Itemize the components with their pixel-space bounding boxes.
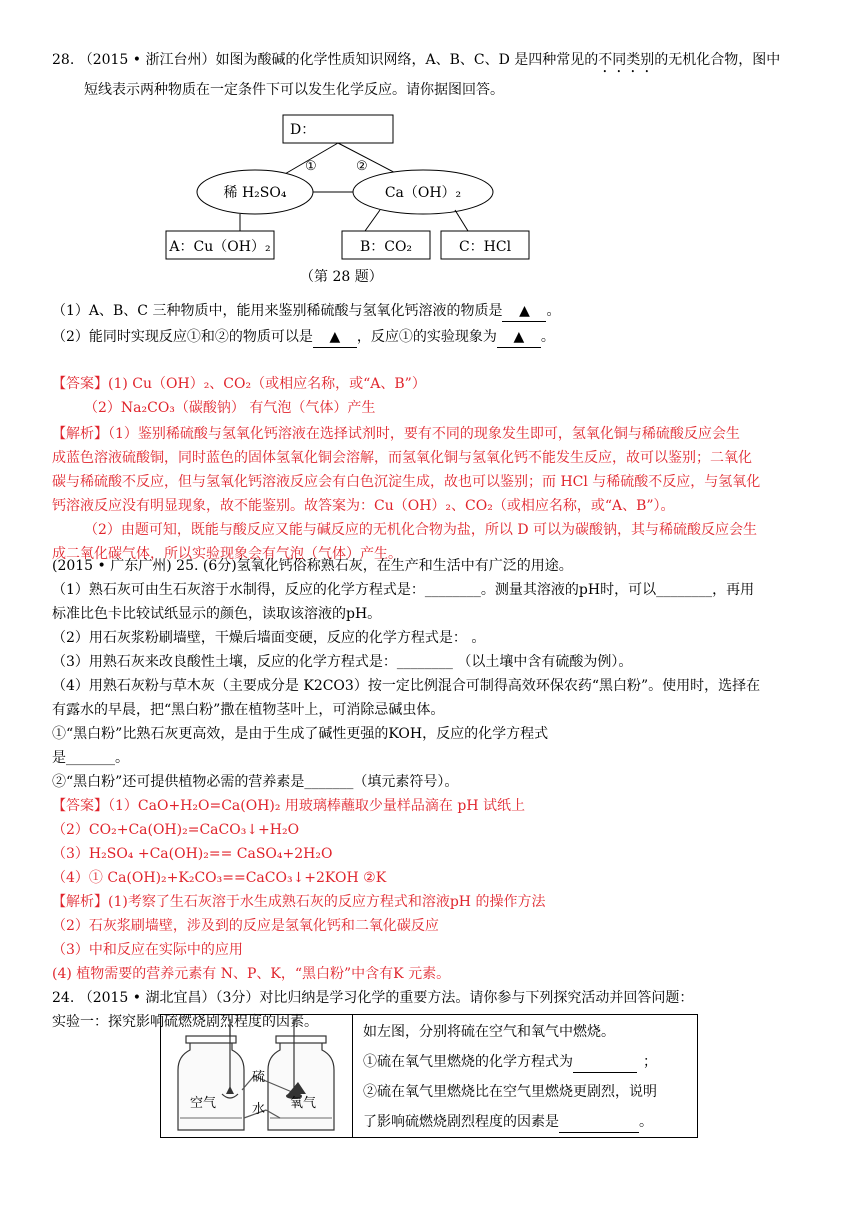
q24-line1: 24. （2015 • 湖北宜昌）（3分）对比归纳是学习化学的重要方法。请你参与下列探究活动并回答问题： (52, 990, 694, 1006)
q25-line: （1）熟石灰可由生石灰溶于水制得，反应的化学方程式是：________。测量其溶液的pH时，可以________，再用 (52, 582, 755, 598)
label-oxygen: 氧气 (290, 1096, 317, 1111)
q28-line1: 28. （2015 • 浙江台州）如图为酸碱的化学性质知识网络，A、B、C、D 是四种常见的不同类别的无机化合物，图中 (52, 52, 781, 68)
q28-analysis-line: 成蓝色溶液硫酸铜，同时蓝色的固体氢氧化铜会溶解，而氢氧化铜与氢氧化钙不能发生反应，故可以鉴别；二氧化 (52, 450, 752, 466)
c-box-label: C：HCl (458, 239, 512, 255)
q25-line: （4）用熟石灰粉与草木灰（主要成分是 K2CO3）按一定比例混合可制得高效环保农药“黑白粉”。使用时，选择在 (52, 678, 761, 694)
q28-analysis-line: 成二氧化碳气体，所以实验现象会有气泡（气体）产生。 (52, 546, 402, 562)
d-box-label: D： (290, 122, 316, 138)
q25-answer-line: （3）中和反应在实际中的应用 (52, 942, 243, 958)
answer-blank-2: ▲ (313, 327, 357, 348)
label-sulfur: 硫 (252, 1070, 266, 1085)
q25-answer-line: (4) 植物需要的营养元素有 N、P、K，“黑白粉”中含有K 元素。 (52, 966, 451, 982)
a-box-label: A：Cu（OH）₂ (169, 239, 271, 255)
link-caoh2-b (365, 210, 380, 231)
q25-answer-line: （3）H₂SO₄ +Ca(OH)₂== CaSO₄+2H₂O (52, 846, 333, 862)
answer-blank-1: ▲ (502, 301, 546, 322)
q28-emphasis: 不同类别 (598, 52, 655, 68)
q24-right-line: 如左图，分别将硫在空气和氧气中燃烧。 (363, 1024, 615, 1040)
answer-blank-equation (573, 1052, 637, 1073)
ellipse-caoh2-label: Ca（OH）₂ (384, 185, 462, 201)
q28-answer-1: 【答案】(1) Cu（OH）₂、CO₂（或相应名称，或“A、B”） (52, 376, 426, 392)
q28-analysis-line: 【解析】（1）鉴别稀硫酸与氢氧化钙溶液在选择试剂时，要有不同的现象发生即可，氢氧化铜与稀硫酸反应会生 (52, 426, 740, 442)
q28-answer-2: （2）Na₂CO₃（碳酸钠） 有气泡（气体）产生 (84, 400, 376, 416)
q25-answer-line: （2）石灰浆刷墙壁，涉及到的反应是氢氧化钙和二氧化碳反应 (52, 918, 439, 934)
table-divider (352, 1014, 353, 1138)
label-water: 水 (252, 1102, 266, 1117)
q28-analysis-line: （2）由题可知，既能与酸反应又能与碱反应的无机化合物为盐，所以 D 可以为碳酸钠，其与稀硫酸反应会生 (84, 522, 758, 538)
q28-sub2: （2）能同时实现反应①和②的物质可以是 ▲ ，反应①的实验现象为 ▲ 。 (52, 327, 555, 348)
q25-line: (2015 • 广东广州) 25. (6分)氢氧化钙俗称熟石灰，在生产和生活中有广泛的用途。 (52, 558, 573, 574)
b-box-label: B：CO₂ (359, 239, 413, 255)
reaction-network-diagram (0, 0, 860, 300)
q28-sub1: （1）A、B、C 三种物质中，能用来鉴别稀硫酸与氢氧化钙溶液的物质是 ▲ 。 (52, 301, 560, 322)
link-caoh2-c (455, 210, 468, 231)
q24-right-line: ①硫在氧气里燃烧的化学方程式为 ； (363, 1052, 657, 1073)
q24-right-line: ②硫在氧气里燃烧比在空气里燃烧更剧烈，说明 (363, 1084, 657, 1100)
ellipse-h2so4-label: 稀 H₂SO₄ (223, 185, 287, 201)
q25-answer-line: 【答案】（1）CaO+H₂O=Ca(OH)₂ 用玻璃棒蘸取少量样品滴在 pH 试纸上 (52, 798, 526, 814)
q28-line2: 短线表示两种物质在一定条件下可以发生化学反应。请你据图回答。 (84, 82, 504, 98)
label-air: 空气 (190, 1096, 217, 1111)
q25-line: ②“黑白粉”还可提供植物必需的营养素是_______（填元素符号）。 (52, 774, 459, 790)
q25-answer-line: 【解析】(1)考察了生石灰溶于水生成熟石灰的反应方程式和溶液pH 的操作方法 (52, 894, 546, 910)
q25-line: （3）用熟石灰来改良酸性土壤，反应的化学方程式是：________ （以土壤中含有硫酸为例）。 (52, 654, 633, 670)
answer-blank-3: ▲ (497, 327, 541, 348)
q28-analysis-line: 碳与稀硫酸不反应，但与氢氧化钙溶液反应会有白色沉淀生成，故也可以鉴别；而 HCl 与稀硫酸不反应，与氢氧化 (52, 474, 761, 490)
q24-line2: 实验一：探究影响硫燃烧剧烈程度的因素。 (52, 1014, 318, 1030)
q25-answer-line: （4）① Ca(OH)₂+K₂CO₃==CaCO₃↓+2KOH ②K (52, 870, 387, 886)
q24-right-line: 了影响硫燃烧剧烈程度的因素是 。 (363, 1112, 653, 1133)
q25-answer-line: （2）CO₂+Ca(OH)₂=CaCO₃↓+H₂O (52, 822, 300, 838)
q25-line: （2）用石灰浆粉刷墙壁，干燥后墙面变硬，反应的化学方程式是： 。 (52, 630, 486, 646)
answer-blank-factor (559, 1112, 639, 1133)
q25-line: 有露水的早晨，把“黑白粉”撒在植物茎叶上，可消除忌碱虫体。 (52, 702, 445, 718)
q25-line: 标准比色卡比较试纸显示的颜色，读取该溶液的pH。 (52, 606, 382, 622)
q28-analysis-line: 钙溶液反应没有明显现象，故不能鉴别。故答案为：Cu（OH）₂、CO₂（或相应名称，或“A、B”）。 (52, 498, 675, 514)
q25-line: 是_______。 (52, 750, 129, 766)
q25-line: ①“黑白粉”比熟石灰更高效，是由于生成了碱性更强的KOH，反应的化学方程式 (52, 726, 549, 742)
reaction-mark-2: ② (356, 159, 368, 174)
reaction-mark-1: ① (305, 159, 317, 174)
figure-caption: （第 28 题） (300, 269, 383, 285)
